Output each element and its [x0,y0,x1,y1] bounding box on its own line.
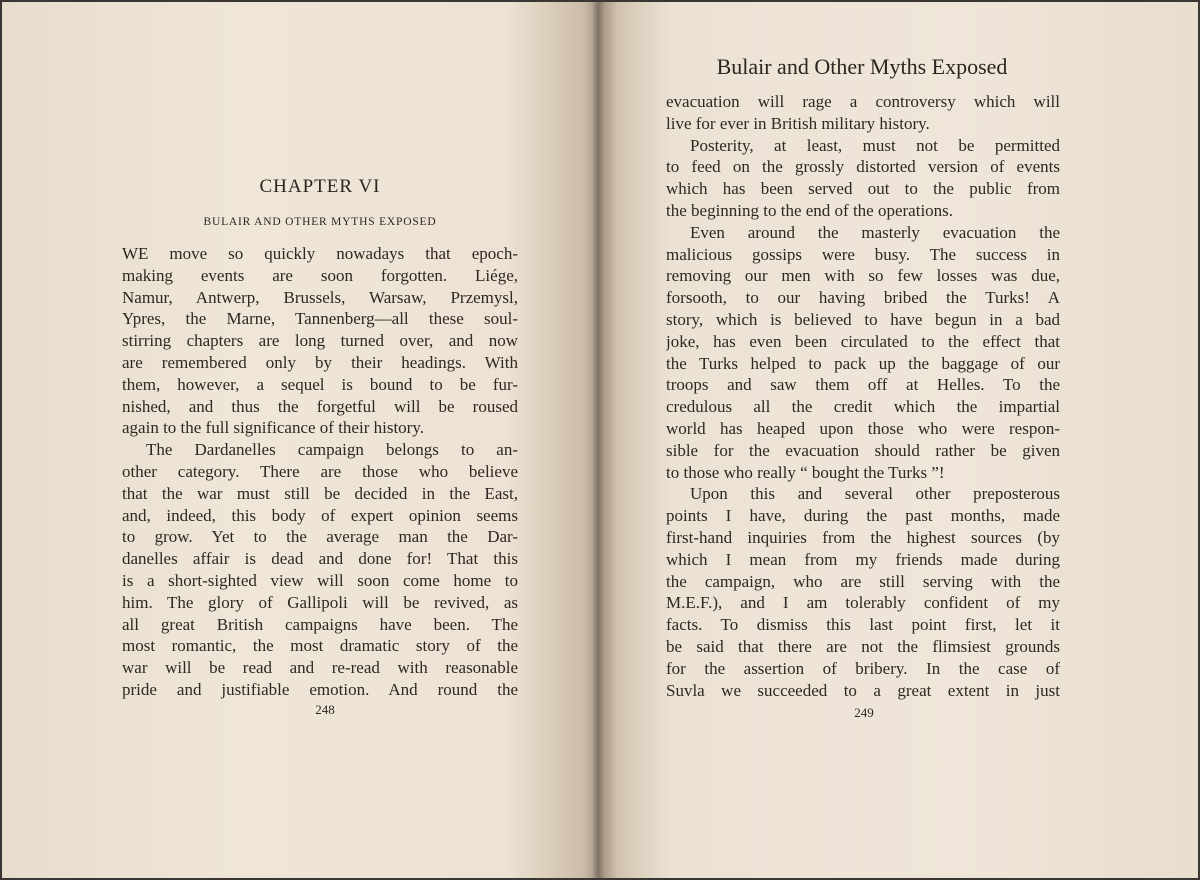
text-line: WE move so quickly nowadays that epoch- [122,244,518,263]
text-line: nished, and thus the forgetful will be roused [122,396,518,416]
left-page-body [122,243,518,701]
text-line: troops and saw them off at Helles. To the [666,375,1060,395]
text-line: world has heaped upon those who were respon- [666,418,1060,438]
text-line: Ypres, the Marne, Tannenberg—all these soul- [122,309,518,329]
text-line: Posterity, at least, must not be permitted [690,135,1060,155]
text-line: joke, has even been circulated to the effect that [666,331,1060,351]
text-line: the beginning to the end of the operations. [666,200,954,220]
text-line: Upon this and several other preposterous [690,484,1060,504]
text-line: be said that there are not the flimsiest grounds [666,636,1060,656]
chapter-subtitle: BULAIR AND OTHER MYTHS EXPOSED [203,216,437,228]
text-line: making events are soon forgotten. Liége, [122,265,518,285]
text-line: and, indeed, this body of expert opinion seems [122,505,518,525]
text-line: to those who really “ bought the Turks ”! [666,462,945,482]
text-line: malicious gossips were busy. The success in [666,244,1060,264]
running-head: Bulair and Other Myths Exposed [716,54,1008,79]
text-line: forsooth, to our having bribed the Turks! A [666,288,1060,308]
text-line: to grow. Yet to the average man the Dar- [122,527,518,547]
text-line: Namur, Antwerp, Brussels, Warsaw, Przemysl, [122,287,518,307]
book-gutter [592,2,604,878]
right-page-body [666,91,1060,701]
text-line: pride and justifiable emotion. And round the [122,679,518,699]
text-line: danelles affair is dead and done for! That this [122,549,518,569]
text-line: which has been served out to the public from [666,179,1060,199]
text-line: all great British campaigns have been. The [122,614,518,634]
text-line: is a short-sighted view will soon come home to [122,570,518,590]
text-line: which I mean from my friends made during [666,549,1060,569]
text-line: to feed on the grossly distorted version of events [666,157,1060,177]
text-line: facts. To dismiss this last point first, let it [666,615,1060,635]
text-line: are remembered only by their headings. With [122,352,518,372]
text-line: that the war must still be decided in the East, [122,483,518,503]
text-line: evacuation will rage a controversy which will [666,92,1060,111]
text-line: Suvla we succeeded to a great extent in just [666,680,1060,700]
text-line: Even around the masterly evacuation the [690,222,1060,242]
page-number-right: 249 [854,705,874,720]
book-spread [2,2,1198,878]
text-line: story, which is believed to have begun in a bad [666,309,1060,329]
page-number-left: 248 [315,702,335,717]
text-line: other category. There are those who believe [122,461,518,481]
text-line: M.E.F.), and I am tolerably confident of my [666,593,1060,613]
text-line: removing our men with so few losses was due, [666,266,1060,286]
text-line: him. The glory of Gallipoli will be revived, as [122,592,518,612]
text-line: again to the full significance of their history. [122,418,424,438]
text-line: most romantic, the most dramatic story of the [122,636,518,656]
text-line: the Turks helped to pack up the baggage of our [666,353,1060,373]
text-line: The Dardanelles campaign belongs to an- [146,440,518,460]
chapter-heading: CHAPTER VI [259,176,381,197]
text-line: credulous all the credit which the impartial [666,397,1060,417]
text-line: live for ever in British military history. [666,113,930,133]
text-line: points I have, during the past months, made [666,506,1060,526]
text-line: for the assertion of bribery. In the case of [666,658,1060,678]
text-line: the campaign, who are still serving with the [666,571,1060,591]
text-line: sible for the evacuation should rather be given [666,440,1060,460]
text-line: first-hand inquiries from the highest sources (by [666,527,1060,547]
text-line: war will be read and re-read with reasonable [122,658,518,678]
text-line: them, however, a sequel is bound to be fur- [122,374,518,394]
text-line: stirring chapters are long turned over, and now [122,331,518,351]
